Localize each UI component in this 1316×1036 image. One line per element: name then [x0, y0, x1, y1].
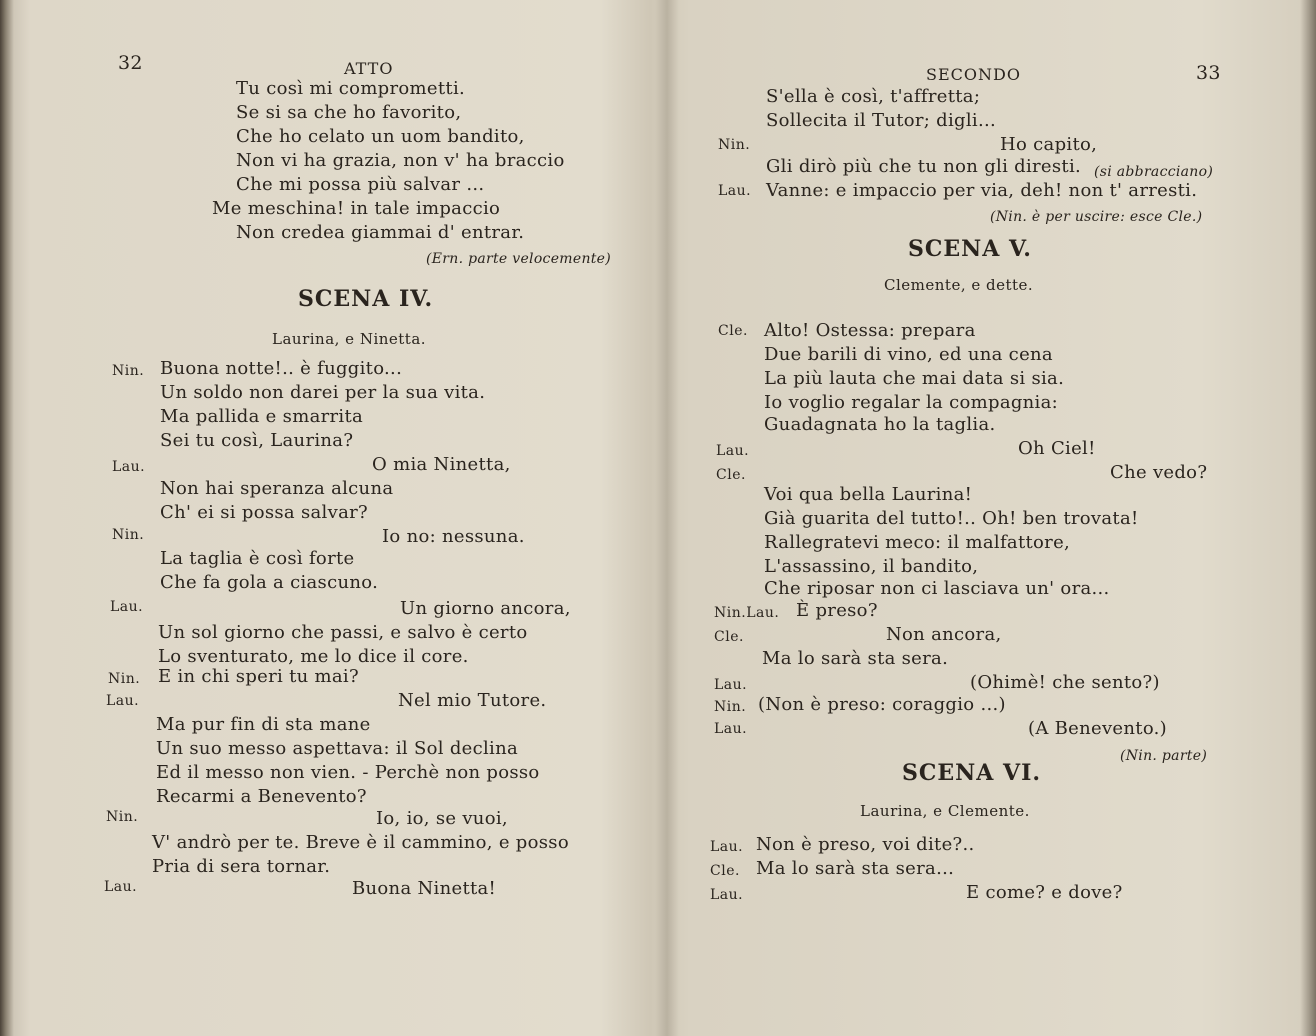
dialogue-line: La taglia è così forte — [160, 548, 355, 569]
dialogue-line: Pria di sera tornar. — [152, 856, 331, 877]
dialogue-line: Nel mio Tutore. — [398, 690, 547, 711]
dialogue-line: Oh Ciel! — [1018, 438, 1096, 459]
verse-line: Non credea giammai d' entrar. — [236, 222, 525, 243]
dialogue-line: Ed il messo non vien. - Perchè non posso — [156, 762, 540, 783]
dialogue-line: O mia Ninetta, — [372, 454, 511, 475]
dialogue-line: Due barili di vino, ed una cena — [764, 344, 1053, 365]
speaker-label: Cle. — [716, 467, 746, 483]
dialogue-line: Gli dirò più che tu non gli diresti. — [766, 156, 1082, 177]
verse-line: Non vi ha grazia, non v' ha braccio — [236, 150, 565, 171]
dialogue-line: Ho capito, — [1000, 134, 1098, 155]
verse-line: Che mi possa più salvar ... — [236, 174, 485, 195]
stage-direction: (Nin. è per uscire: esce Cle.) — [990, 209, 1203, 225]
dialogue-line: Ma pallida e smarrita — [160, 406, 364, 427]
dialogue-line: Che fa gola a ciascuno. — [160, 572, 379, 593]
speaker-label: Nin. — [714, 699, 747, 715]
dialogue-line: È preso? — [796, 600, 878, 621]
dialogue-line: Voi qua bella Laurina! — [764, 484, 973, 505]
speaker-label: Lau. — [716, 443, 750, 459]
speaker-label: Lau. — [112, 459, 146, 475]
speaker-label: Nin. — [108, 671, 141, 687]
speaker-label: Nin. — [106, 809, 139, 825]
speaker-label: Cle. — [710, 863, 740, 879]
dialogue-line: Alto! Ostessa: prepara — [764, 320, 976, 341]
dialogue-line: Non hai speranza alcuna — [160, 478, 394, 499]
dialogue-line: Non ancora, — [886, 624, 1002, 645]
dialogue-line: Sollecita il Tutor; digli... — [766, 110, 997, 131]
dialogue-line: (A Benevento.) — [1028, 718, 1167, 739]
dialogue-line: Rallegratevi meco: il malfattore, — [764, 532, 1071, 553]
dialogue-line: (Non è preso: coraggio ...) — [758, 694, 1006, 715]
scene-title: SCENA VI. — [902, 760, 1042, 786]
speaker-label: Lau. — [718, 183, 752, 199]
dialogue-line: Ch' ei si possa salvar? — [160, 502, 368, 523]
page-number: 33 — [1196, 62, 1221, 84]
dialogue-line: Io voglio regalar la compagnia: — [764, 392, 1059, 413]
scene-cast: Laurina, e Ninetta. — [272, 330, 427, 348]
dialogue-line: Recarmi a Benevento? — [156, 786, 367, 807]
dialogue-line: La più lauta che mai data si sia. — [764, 368, 1065, 389]
verse-line: Che ho celato un uom bandito, — [236, 126, 525, 147]
dialogue-line: Buona Ninetta! — [352, 878, 497, 899]
verse-line: Me meschina! in tale impaccio — [212, 198, 501, 219]
dialogue-line: Già guarita del tutto!.. Oh! ben trovata! — [764, 508, 1139, 529]
dialogue-line: Un soldo non darei per la sua vita. — [160, 382, 486, 403]
stage-direction: (Nin. parte) — [1120, 748, 1208, 764]
scene-cast: Clemente, e dette. — [884, 276, 1034, 294]
dialogue-line: Ma lo sarà sta sera. — [762, 648, 949, 669]
dialogue-line: Che vedo? — [1110, 462, 1208, 483]
dialogue-line: Vanne: e impaccio per via, deh! non t' arresti. — [766, 180, 1198, 201]
running-head: SECONDO — [926, 65, 1021, 84]
speaker-label: Lau. — [106, 693, 140, 709]
speaker-label: Lau. — [104, 879, 138, 895]
speaker-label: Nin. — [718, 137, 751, 153]
speaker-label: Lau. — [714, 677, 748, 693]
dialogue-line: V' andrò per te. Breve è il cammino, e posso — [152, 832, 569, 853]
speaker-label: Lau. — [710, 839, 744, 855]
scene-title: SCENA IV. — [298, 286, 434, 312]
dialogue-line: E come? e dove? — [966, 882, 1123, 903]
stage-direction: (Ern. parte velocemente) — [426, 251, 612, 267]
speaker-label: Nin. — [112, 363, 145, 379]
speaker-label: Nin.Lau. — [714, 605, 780, 621]
dialogue-line: Un sol giorno che passi, e salvo è certo — [158, 622, 528, 643]
dialogue-line: E in chi speri tu mai? — [158, 666, 359, 687]
speaker-label: Nin. — [112, 527, 145, 543]
speaker-label: Lau. — [710, 887, 744, 903]
dialogue-line: Io no: nessuna. — [382, 526, 525, 547]
verse-line: Tu così mi comprometti. — [236, 78, 466, 99]
verse-line: Se si sa che ho favorito, — [236, 102, 462, 123]
dialogue-line: Un suo messo aspettava: il Sol declina — [156, 738, 519, 759]
running-head: ATTO — [344, 59, 394, 78]
dialogue-line: Guadagnata ho la taglia. — [764, 414, 996, 435]
speaker-label: Cle. — [718, 323, 748, 339]
dialogue-line: Ma pur fin di sta mane — [156, 714, 371, 735]
dialogue-line: Lo sventurato, me lo dice il core. — [158, 646, 469, 667]
speaker-label: Lau. — [714, 721, 748, 737]
dialogue-line: Che riposar non ci lasciava un' ora... — [764, 578, 1110, 599]
speaker-label: Cle. — [714, 629, 744, 645]
dialogue-line: Ma lo sarà sta sera... — [756, 858, 955, 879]
page-number: 32 — [118, 52, 143, 74]
dialogue-line: S'ella è così, t'affretta; — [766, 86, 981, 107]
scene-cast: Laurina, e Clemente. — [860, 802, 1030, 820]
dialogue-line: (Ohimè! che sento?) — [970, 672, 1160, 693]
speaker-label: Lau. — [110, 599, 144, 615]
dialogue-line: Buona notte!.. è fuggito... — [160, 358, 403, 379]
stage-direction: (si abbracciano) — [1094, 164, 1214, 180]
dialogue-line: Un giorno ancora, — [400, 598, 571, 619]
dialogue-line: Io, io, se vuoi, — [376, 808, 508, 829]
dialogue-line: L'assassino, il bandito, — [764, 556, 979, 577]
dialogue-line: Non è preso, voi dite?.. — [756, 834, 975, 855]
dialogue-line: Sei tu così, Laurina? — [160, 430, 354, 451]
right-page — [670, 0, 1316, 1036]
scene-title: SCENA V. — [908, 236, 1032, 262]
